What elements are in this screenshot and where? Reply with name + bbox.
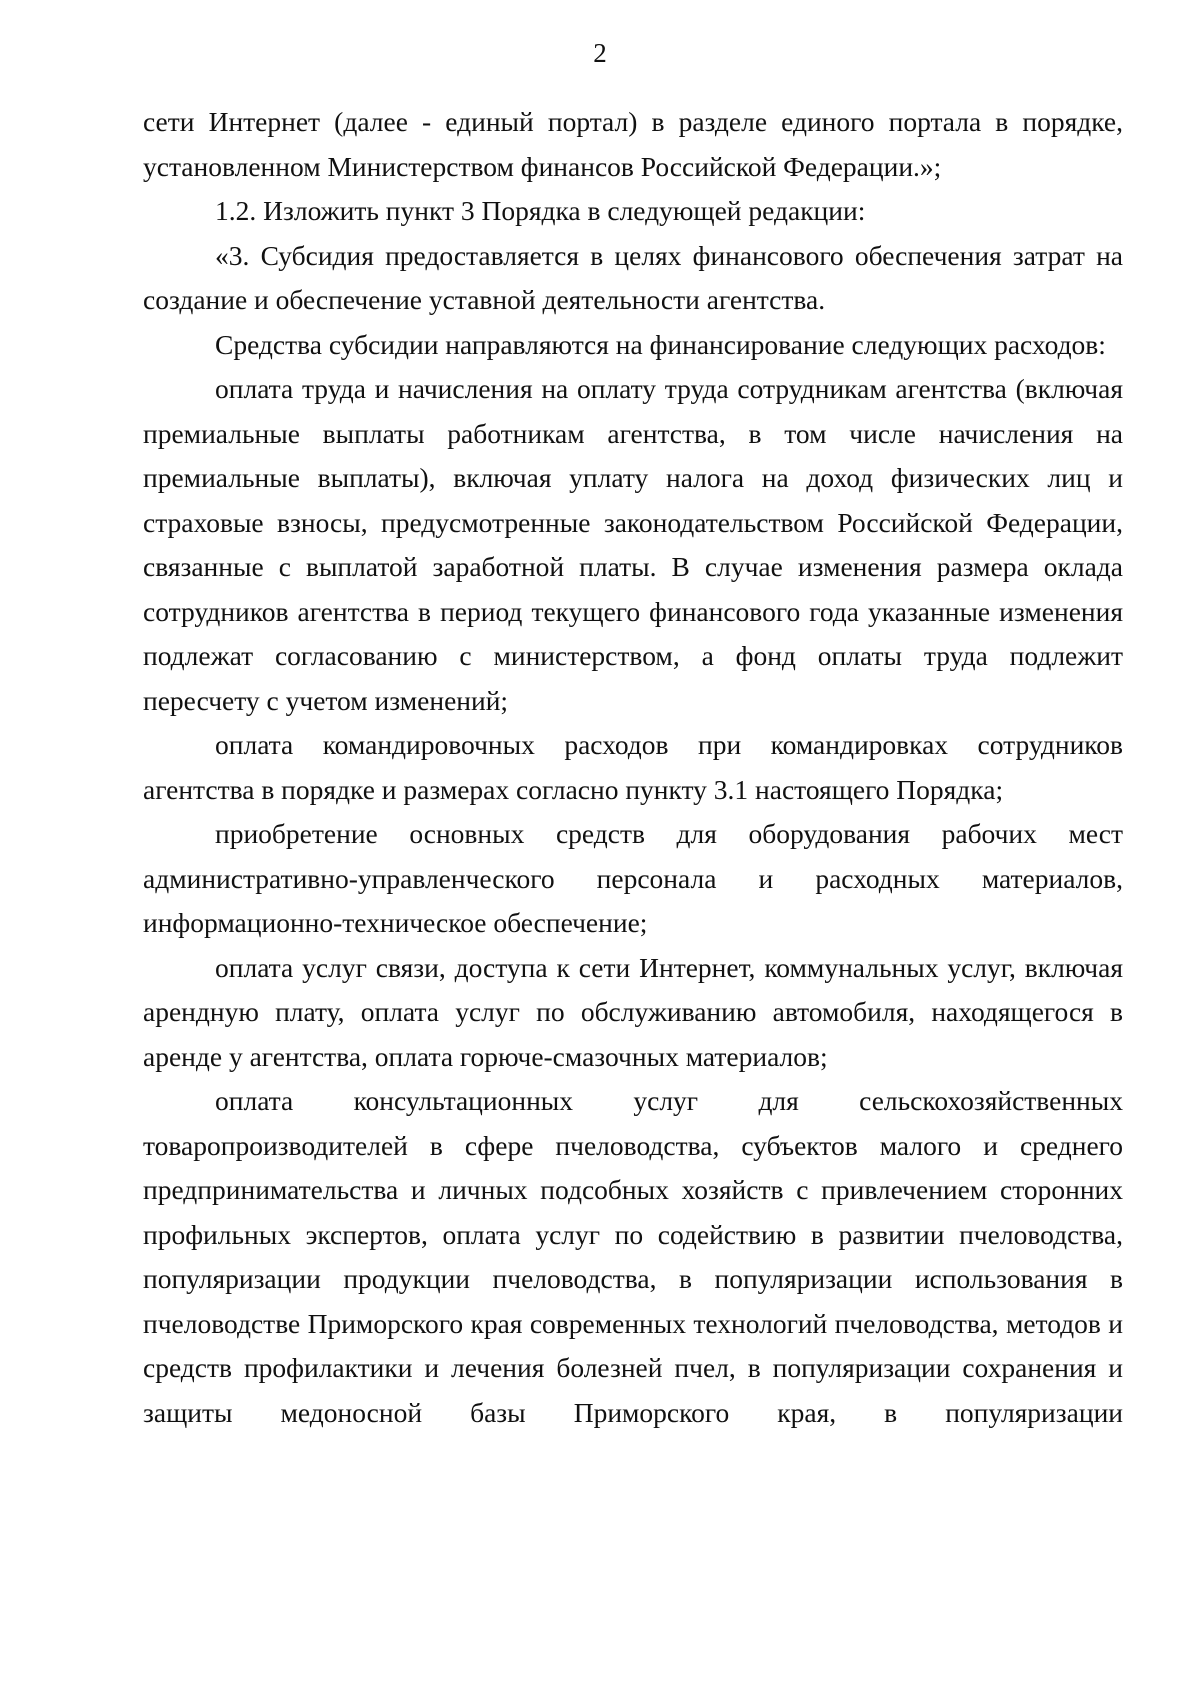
paragraph-item-1-2: 1.2. Изложить пункт 3 Порядка в следующей редакции: xyxy=(215,195,866,226)
paragraph-consulting-services: оплата консультационных услуг для сельскохозяйственных товаропроизводителей в сфере пчеловодства, субъектов малого и среднего предпринимательства и личных подсобных хозяйств с привлечением сторонних профильных экспертов, оплата услуг по содействию в развитии пчеловодства, популяризации продукции пчеловодства, в популяризации использования в пчеловодстве Приморского края современных технологий пчеловодства, методов и средств профилактики и лечения болезней пчел, в популяризации сохранения и защиты медоносной базы Приморского края, в популяризации xyxy=(143,1085,1123,1428)
paragraph-labor-payment: оплата труда и начисления на оплату труда сотрудникам агентства (включая премиальные выплаты работникам агентства, в том числе начисления на премиальные выплаты), включая уплату налога на доход физических лиц и страховые взносы, предусмотренные законодательством Российской Федерации, связанные с выплатой заработной платы. В случае изменения размера оклада сотрудников агентства в период текущего финансового года указанные изменения подлежат согласованию с министерством, а фонд оплаты труда подлежит пересчету с учетом изменений; xyxy=(143,373,1123,716)
paragraph-fixed-assets: приобретение основных средств для оборудования рабочих мест административно-управленческого персонала и расходных материалов, информационно-техническое обеспечение; xyxy=(143,818,1123,938)
document-body xyxy=(143,100,1123,1435)
paragraph-funds-direction: Средства субсидии направляются на финансирование следующих расходов: xyxy=(215,328,1106,360)
paragraph-travel-expenses: оплата командировочных расходов при командировках сотрудников агентства в порядке и размерах согласно пункту 3.1 настоящего Порядка; xyxy=(143,729,1123,805)
paragraph-intro-continuation: сети Интернет (далее - единый портал) в разделе единого портала в порядке, установленном Министерством финансов Российской Федерации.»; xyxy=(143,106,1123,182)
page-number: 2 xyxy=(593,38,607,68)
paragraph-subsidy-purpose: «3. Субсидия предоставляется в целях финансового обеспечения затрат на создание и обеспечение уставной деятельности агентства. xyxy=(143,239,1123,315)
paragraph-communication-services: оплата услуг связи, доступа к сети Интернет, коммунальных услуг, включая арендную плату, оплата услуг по обслуживанию автомобиля, находящегося в аренде у агентства, оплата горюче-смазочных материалов; xyxy=(143,951,1123,1072)
